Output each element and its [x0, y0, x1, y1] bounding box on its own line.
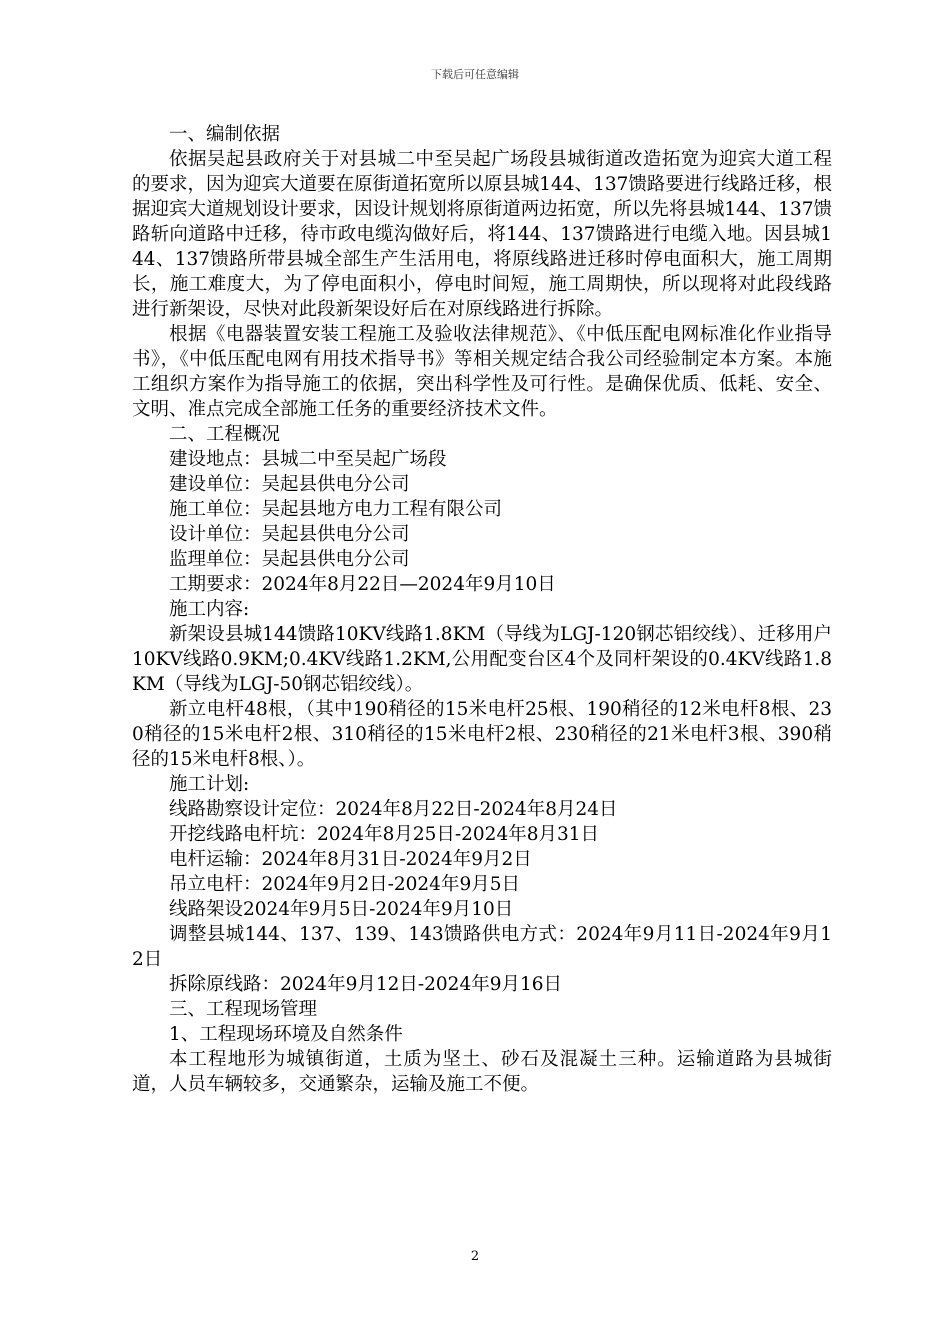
subheading-site-environment: 1、工程现场环境及自然条件 [169, 1024, 403, 1045]
section-heading-basis: 一、编制依据 [169, 124, 281, 145]
page-number: 2 [470, 1249, 480, 1264]
paragraph-terrain: 本工程地形为城镇街道，土质为坚土、砂石及混凝土三种。运输道路为县城街道，人员车辆较多，交通繁杂，运输及施工不便。 [132, 1049, 832, 1095]
plan-item-transport: 电杆运输：2024年8月31日-2024年9月2日 [169, 849, 532, 870]
line-supervision-unit: 监理单位：吴起县供电分公司 [169, 549, 410, 570]
page-header: 下载后可任意编辑 [431, 68, 519, 81]
line-construction-owner: 建设单位：吴起县供电分公司 [169, 474, 410, 495]
label-construction-content: 施工内容: [169, 599, 250, 620]
line-design-unit: 设计单位：吴起县供电分公司 [169, 524, 410, 545]
label-construction-plan: 施工计划: [169, 774, 250, 795]
plan-item-removal: 拆除原线路：2024年9月12日-2024年9月16日 [169, 974, 563, 995]
section-heading-overview: 二、工程概况 [169, 424, 281, 445]
paragraph-new-poles: 新立电杆48根，（其中190稍径的15米电杆25根、190稍径的12米电杆8根、230稍径的15米电杆2根、310稍径的15米电杆2根、230稍径的21米电杆3根、390稍径的15米电杆8根、）。 [132, 699, 832, 770]
line-construction-contractor: 施工单位：吴起县地方电力工程有限公司 [169, 499, 503, 520]
paragraph-basis: 依据吴起县政府关于对县城二中至吴起广场段县城街道改造拓宽为迎宾大道工程的要求，因为迎宾大道要在原街道拓宽所以原县城144、137馈路要进行线路迁移，根据迎宾大道规划设计要求，因设计规划将原街道两边拓宽，所以先将县城144、137馈路斩向道路中迁移，待市政电缆沟做好后，将144、137馈路进行电缆入地。因县城144、137馈路所带县城全部生产生活用电，将原线路进迁移时停电面积大，施工周期长，施工难度大，为了停电面积小，停电时间短，施工周期快，所以现将对此段线路进行新架设，尽快对此段新架设好后在对原线路进行拆除。 [132, 149, 832, 320]
line-construction-site: 建设地点：县城二中至吴起广场段 [169, 449, 447, 470]
plan-item-power-adjust: 调整县城144、137、139、143馈路供电方式：2024年9月11日-2024年9月12日 [132, 924, 832, 970]
plan-item-survey: 线路勘察设计定位：2024年8月22日-2024年8月24日 [169, 799, 618, 820]
paragraph-new-lines: 新架设县城144馈路10KV线路1.8KM（导线为LGJ-120钢芯铝绞线）、迁移用户10KV线路0.9KM;0.4KV线路1.2KM,公用配变台区4个及同杆架设的0.4KV线路1.8KM（导线为LGJ-50钢芯铝绞线）。 [132, 624, 832, 695]
plan-item-line-erection: 线路架设2024年9月5日-2024年9月10日 [169, 899, 514, 920]
paragraph-regulations: 根据《电器装置安装工程施工及验收法律规范》、《中低压配电网标准化作业指导书》，《中低压配电网有用技术指导书》等相关规定结合我公司经验制定本方案。本施工组织方案作为指导施工的依据，突出科学性及可行性。是确保优质、低耗、安全、文明、准点完成全部施工任务的重要经济技术文件。 [132, 324, 832, 420]
plan-item-excavation: 开挖线路电杆坑：2024年8月25日-2024年8月31日 [169, 824, 600, 845]
line-schedule-requirement: 工期要求：2024年8月22日—2024年9月10日 [169, 574, 556, 595]
document-body [132, 122, 832, 1097]
section-heading-site-management: 三、工程现场管理 [169, 999, 318, 1020]
plan-item-pole-erection: 吊立电杆：2024年9月2日-2024年9月5日 [169, 874, 520, 895]
